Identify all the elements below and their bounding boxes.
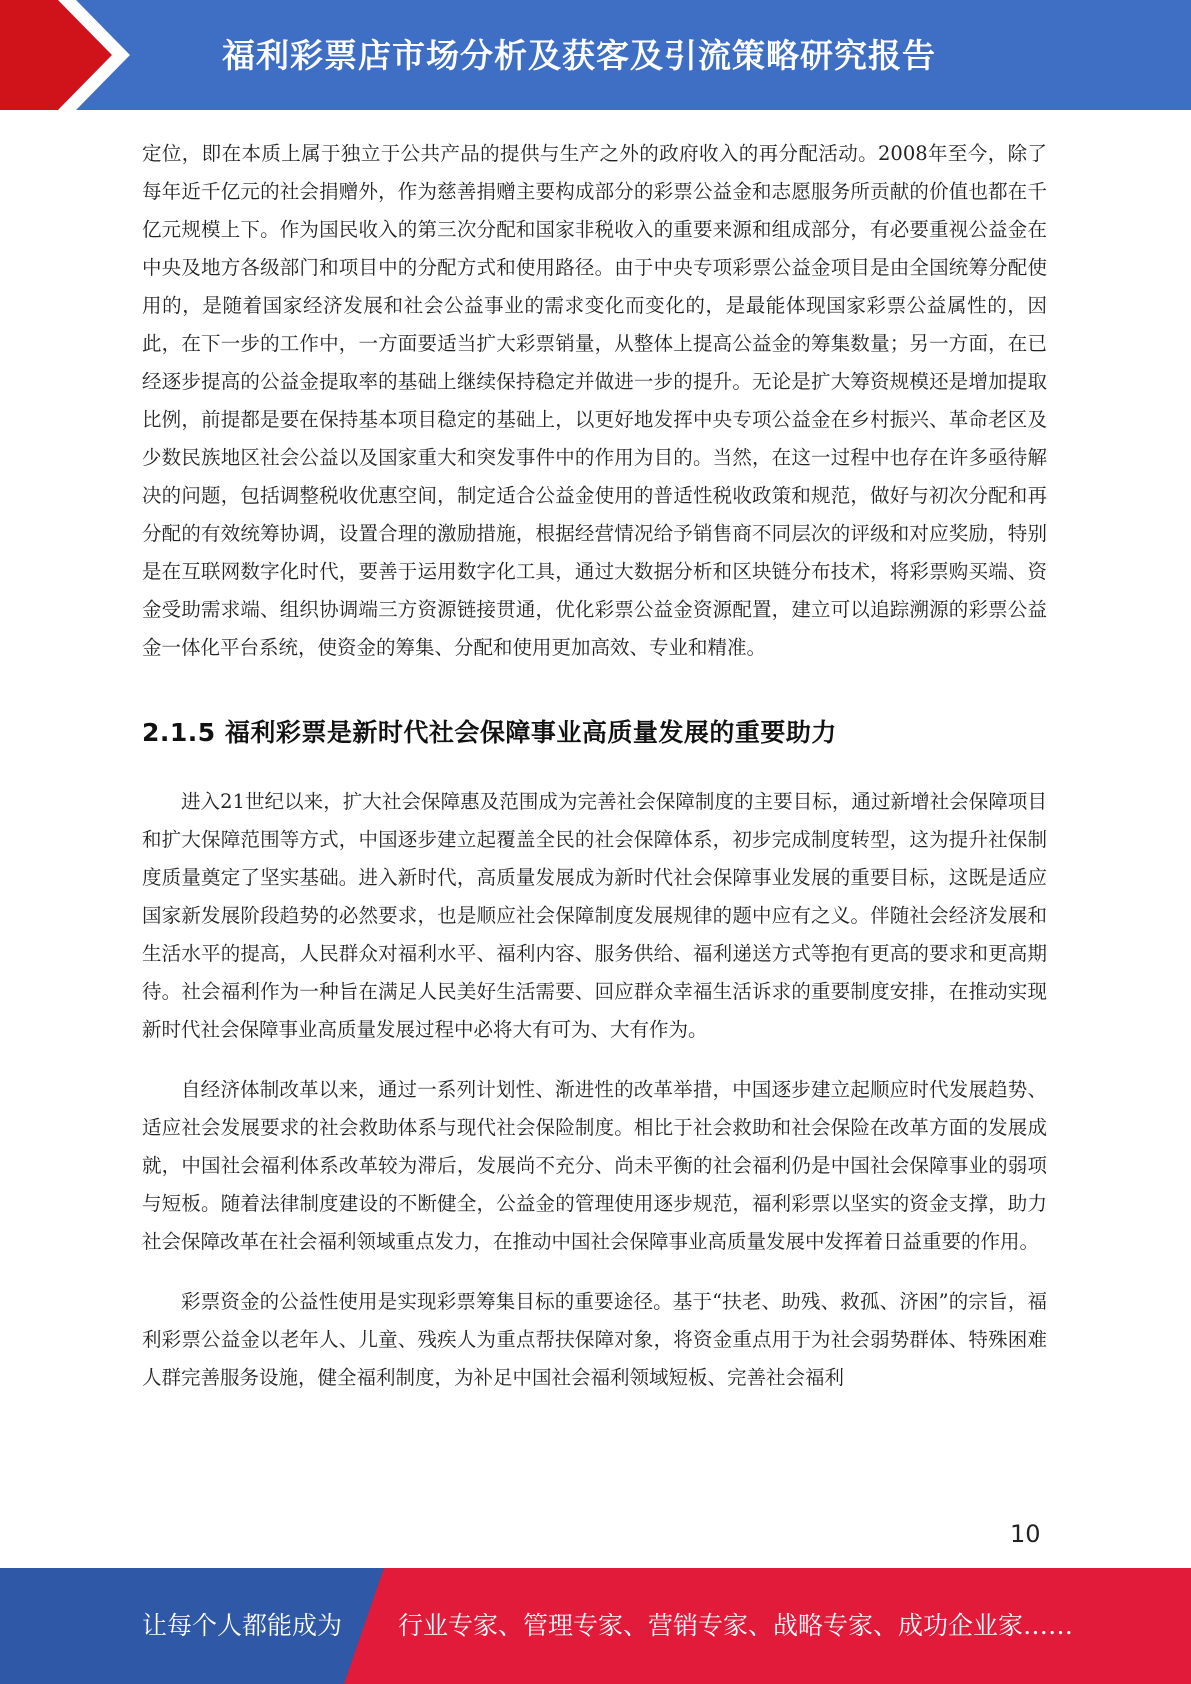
paragraph-1: 进入21世纪以来，扩大社会保障惠及范围成为完善社会保障制度的主要目标，通过新增社会保障项目和扩大保障范围等方式，中国逐步建立起覆盖全民的社会保障体系，初步完成制度转型，这为提升社保制度质量奠定了坚实基础。进入新时代，高质量发展成为新时代社会保障事业发展的重要目标，这既是适应国家新发展阶段趋势的必然要求，也是顺应社会保障制度发展规律的题中应有之义。伴随社会经济发展和生活水平的提高，人民群众对福利水平、福利内容、服务供给、福利递送方式等抱有更高的要求和更高期待。社会福利作为一种旨在满足人民美好生活需要、回应群众幸福生活诉求的重要制度安排，在推动实现新时代社会保障事业高质量发展过程中必将大有可为、大有作为。 [142, 790, 1047, 1041]
page-header [0, 0, 1191, 110]
page-footer [0, 1568, 1191, 1684]
paragraph-3: 彩票资金的公益性使用是实现彩票筹集目标的重要途径。基于“扶老、助残、救孤、济困”的宗旨，福利彩票公益金以老年人、儿童、残疾人为重点帮扶保障对象，将资金重点用于为社会弱势群体、特殊困难人群完善服务设施，健全福利制度，为补足中国社会福利领域短板、完善社会福利 [142, 1290, 1047, 1389]
header-red-arrow-shape [0, 0, 150, 110]
footer-slogan-right: 行业专家、管理专家、营销专家、战略专家、成功企业家…… [398, 1611, 1074, 1640]
page-content [142, 135, 1047, 1397]
page-number: 10 [1010, 1520, 1041, 1548]
footer-slogan-left: 让每个人都能成为 [142, 1611, 343, 1640]
report-title: 福利彩票店市场分析及获客及引流策略研究报告 [222, 36, 936, 75]
paragraph-continued: 定位，即在本质上属于独立于公共产品的提供与生产之外的政府收入的再分配活动。2008年至今，除了每年近千亿元的社会捐赠外，作为慈善捐赠主要构成部分的彩票公益金和志愿服务所贡献的价值也都在千亿元规模上下。作为国民收入的第三次分配和国家非税收入的重要来源和组成部分，有必要重视公益金在中央及地方各级部门和项目中的分配方式和使用路径。由于中央专项彩票公益金项目是由全国统筹分配使用的，是随着国家经济发展和社会公益事业的需求变化而变化的，是最能体现国家彩票公益属性的，因此，在下一步的工作中，一方面要适当扩大彩票销量，从整体上提高公益金的筹集数量；另一方面，在已经逐步提高的公益金提取率的基础上继续保持稳定并做进一步的提升。无论是扩大筹资规模还是增加提取比例，前提都是要在保持基本项目稳定的基础上，以更好地发挥中央专项公益金在乡村振兴、革命老区及少数民族地区社会公益以及国家重大和突发事件中的作用为目的。当然，在这一过程中也存在许多亟待解决的问题，包括调整税收优惠空间，制定适合公益金使用的普适性税收政策和规范，做好与初次分配和再分配的有效统筹协调，设置合理的激励措施，根据经营情况给予销售商不同层次的评级和对应奖励，特别是在互联网数字化时代，要善于运用数字化工具，通过大数据分析和区块链分布技术，将彩票购买端、资金受助需求端、组织协调端三方资源链接贯通，优化彩票公益金资源配置，建立可以追踪溯源的彩票公益金一体化平台系统，使资金的筹集、分配和使用更加高效、专业和精准。 [142, 142, 1047, 659]
section-heading: 2.1.5 福利彩票是新时代社会保障事业高质量发展的重要助力 [142, 718, 837, 747]
paragraph-2: 自经济体制改革以来，通过一系列计划性、渐进性的改革举措，中国逐步建立起顺应时代发展趋势、适应社会发展要求的社会救助体系与现代社会保险制度。相比于社会救助和社会保险在改革方面的发展成就，中国社会福利体系改革较为滞后，发展尚不充分、尚未平衡的社会福利仍是中国社会保障事业的弱项与短板。随着法律制度建设的不断健全，公益金的管理使用逐步规范，福利彩票以坚实的资金支撑，助力社会保障改革在社会福利领域重点发力，在推动中国社会保障事业高质量发展中发挥着日益重要的作用。 [142, 1078, 1047, 1253]
